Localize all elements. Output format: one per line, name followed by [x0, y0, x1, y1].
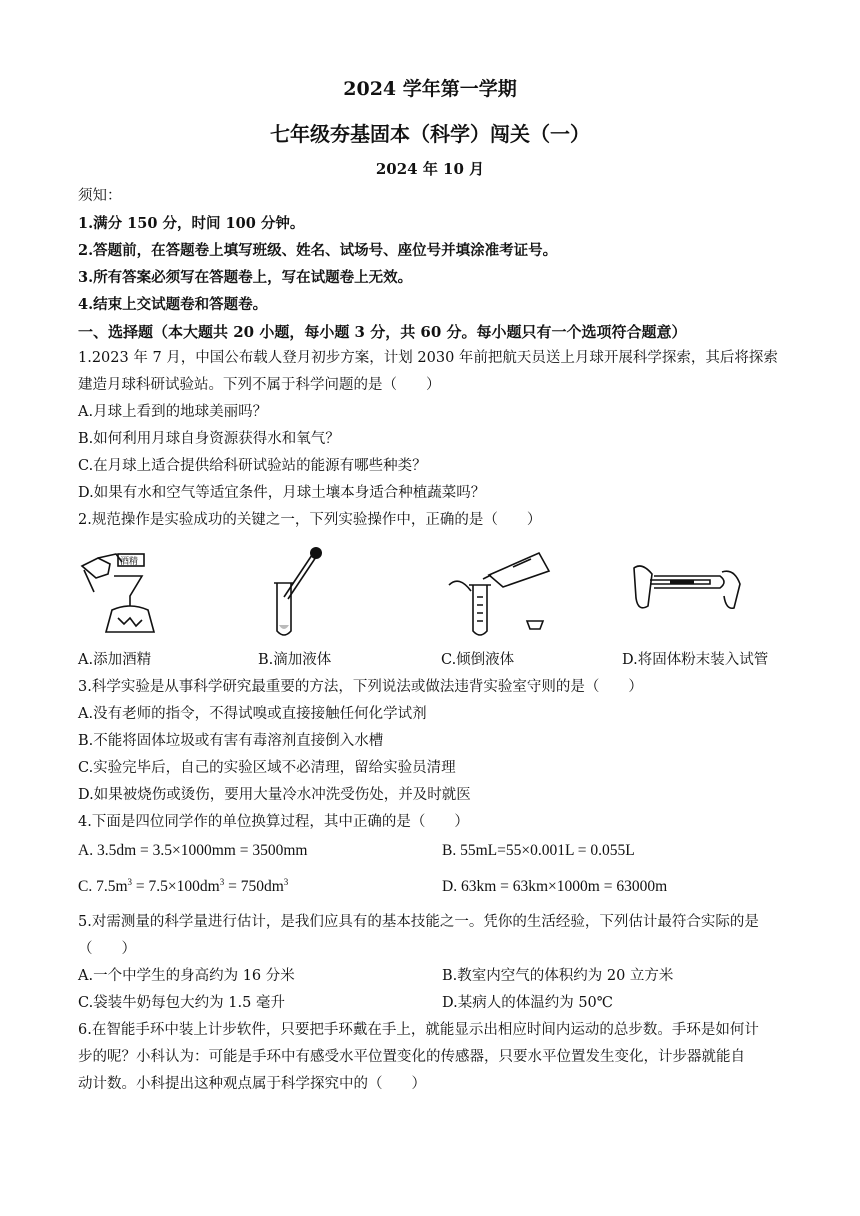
q2-option-a: A.添加酒精 — [78, 652, 152, 668]
notice-item-1: 1.满分 150 分，时间 100 分钟。 — [78, 215, 305, 232]
q4-option-c-part2: = 7.5×100dm — [132, 878, 220, 895]
superscript-3: 3 — [127, 876, 133, 887]
alcohol-label: 酒精 — [120, 557, 139, 567]
notice-heading: 须知： — [78, 188, 122, 204]
q6-stem-line3: 动计数。小科提出这种观点属于科学探究中的（ ） — [78, 1076, 426, 1092]
q1-option-b: B.如何利用月球自身资源获得水和氧气？ — [78, 431, 340, 447]
q5-option-d: D.某病人的体温约为 50℃ — [442, 995, 613, 1011]
q2-stem: 2.规范操作是实验成功的关键之一，下列实验操作中，正确的是（ ） — [78, 512, 542, 528]
q1-option-c: C.在月球上适合提供给科研试验站的能源有哪些种类？ — [78, 458, 427, 474]
q3-option-c: C.实验完毕后，自己的实验区域不必清理，留给实验员清理 — [78, 760, 456, 776]
q4-option-d: D. 63km = 63km×1000m = 63000m — [442, 878, 668, 895]
q5-option-c: C.袋装牛奶每包大约为 1.5 毫升 — [78, 995, 285, 1011]
q3-option-a: A.没有老师的指令，不得试嗅或直接接触任何化学试剂 — [78, 706, 427, 722]
superscript-3: 3 — [219, 876, 225, 887]
q4-option-c — [78, 878, 288, 897]
q4-option-a: A. 3.5dm = 3.5×1000mm = 3500mm — [78, 842, 308, 859]
q2-option-c: C.倾倒液体 — [441, 652, 515, 668]
figure-powder-into-tube — [630, 558, 745, 622]
q4-option-c-part1: C. 7.5m — [78, 878, 128, 895]
q5-stem-line2: （ ） — [78, 941, 136, 957]
q6-stem-line1: 6.在智能手环中装上计步软件，只要把手环戴在手上，就能显示出相应时间内运动的总步数。手环是如何计 — [78, 1022, 759, 1038]
q1-option-a: A.月球上看到的地球美丽吗？ — [78, 404, 268, 420]
superscript-3: 3 — [283, 876, 289, 887]
exam-date: 2024 年 10 月 — [375, 160, 485, 178]
exam-title-term: 2024 学年第一学期 — [343, 78, 517, 100]
section-heading-choice: 一、选择题（本大题共 20 小题，每小题 3 分，共 60 分。每小题只有一个选项符合题意） — [78, 323, 687, 341]
figure-drop-liquid — [260, 545, 330, 641]
q4-option-b: B. 55mL=55×0.001L = 0.055L — [442, 842, 635, 859]
q5-stem-line1: 5.对需测量的科学量进行估计，是我们应具有的基本技能之一。凭你的生活经验，下列估计最符合实际的是 — [78, 914, 759, 930]
q1-option-d: D.如果有水和空气等适宜条件，月球土壤本身适合种植蔬菜吗？ — [78, 485, 486, 501]
q4-option-c-part3: = 750dm — [224, 878, 284, 895]
q1-stem-line1: 1.2023 年 7 月，中国公布载人登月初步方案，计划 2030 年前把航天员送上月球开展科学探索，其后将探索 — [78, 350, 778, 366]
q2-option-b: B.滴加液体 — [258, 652, 332, 668]
figure-add-alcohol — [78, 548, 173, 640]
q2-option-d: D.将固体粉末装入试管 — [622, 652, 769, 668]
notice-item-4: 4.结束上交试题卷和答题卷。 — [78, 296, 268, 313]
figure-pour-liquid — [443, 545, 553, 641]
q6-stem-line2: 步的呢？小科认为：可能是手环中有感受水平位置变化的传感器，只要水平位置发生变化，计步器就能自 — [78, 1049, 745, 1065]
q3-option-d: D.如果被烧伤或烫伤，要用大量冷水冲洗受伤处，并及时就医 — [78, 787, 471, 803]
notice-item-3: 3.所有答案必须写在答题卷上，写在试题卷上无效。 — [78, 269, 413, 286]
q5-option-a: A.一个中学生的身高约为 16 分米 — [78, 968, 295, 984]
q1-stem-line2: 建造月球科研试验站。下列不属于科学问题的是（ ） — [78, 377, 441, 393]
q4-stem: 4.下面是四位同学作的单位换算过程，其中正确的是（ ） — [78, 814, 469, 830]
notice-item-2: 2.答题前，在答题卷上填写班级、姓名、试场号、座位号并填涂准考证号。 — [78, 242, 558, 259]
exam-title-main: 七年级夯基固本（科学）闯关（一） — [270, 122, 590, 146]
q5-option-b: B.教室内空气的体积约为 20 立方米 — [442, 968, 674, 984]
q3-stem: 3.科学实验是从事科学研究最重要的方法，下列说法或做法违背实验室守则的是（ ） — [78, 679, 643, 695]
q3-option-b: B.不能将固体垃圾或有害有毒溶剂直接倒入水槽 — [78, 733, 384, 749]
